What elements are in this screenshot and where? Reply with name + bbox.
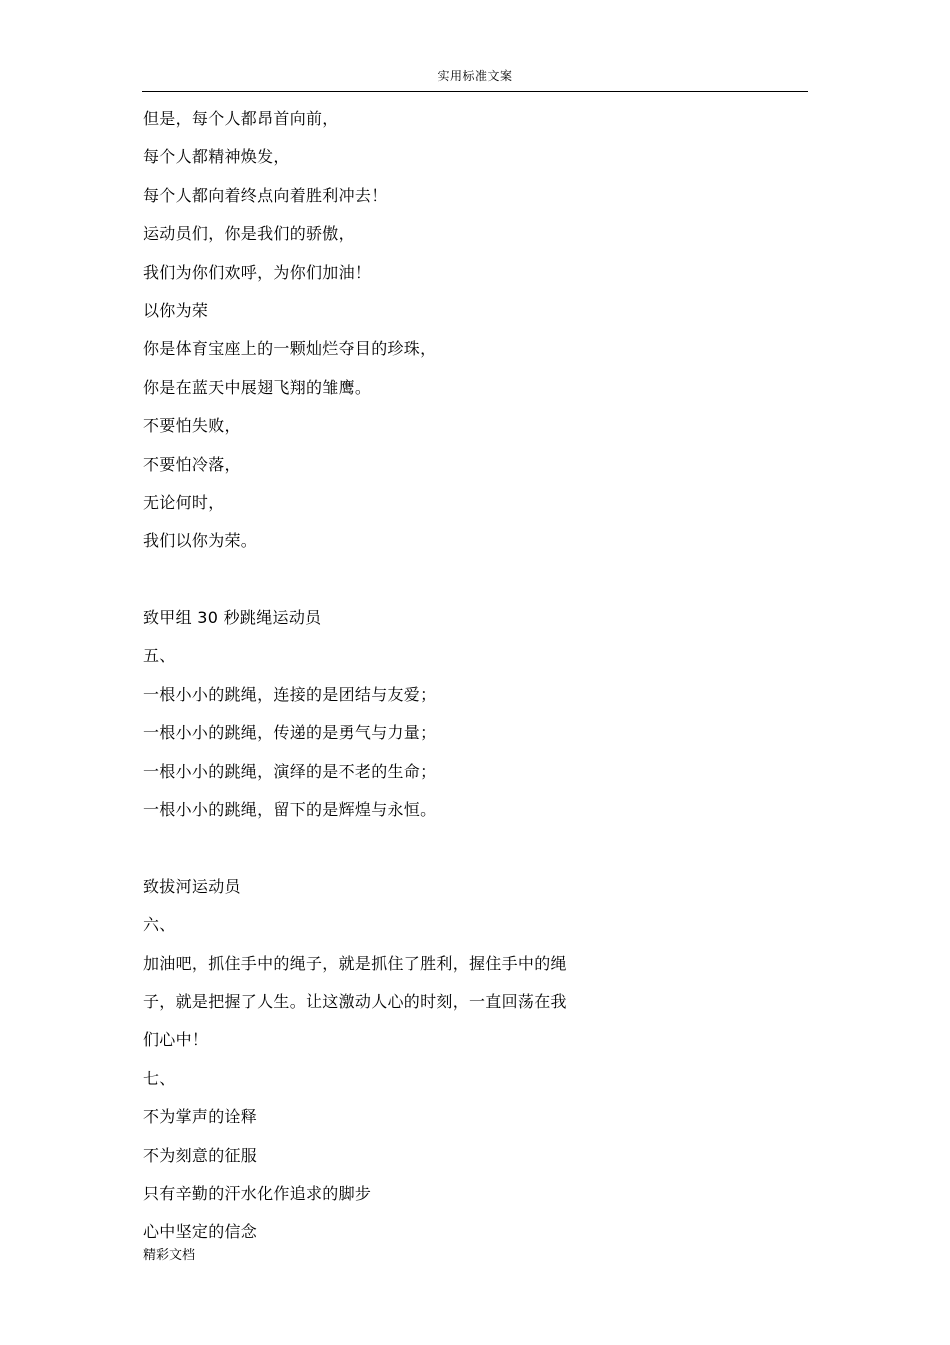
text-line: 你是在蓝天中展翅飞翔的雏鹰。	[143, 377, 372, 397]
text-line: 们心中！	[143, 1030, 209, 1050]
header-title: 实用标准文案	[437, 69, 513, 83]
blank-line	[143, 561, 623, 599]
page-footer: 精彩文档	[143, 1248, 196, 1263]
text-line: 运动员们，你是我们的骄傲，	[143, 224, 355, 244]
text-line: 加油吧，抓住手中的绳子，就是抓住了胜利，握住手中的绳	[143, 953, 567, 973]
text-line: 一根小小的跳绳，演绎的是不老的生命；	[143, 761, 437, 781]
text-line: 不为刻意的征服	[143, 1145, 258, 1165]
text-line: 不要怕失败，	[143, 416, 241, 436]
text-line: 心中坚定的信念	[143, 1222, 258, 1242]
text-line: 不为掌声的诠释	[143, 1107, 258, 1127]
document-body	[143, 100, 623, 1252]
text-line: 一根小小的跳绳，留下的是辉煌与永恒。	[143, 800, 437, 820]
text-line: 我们以你为荣。	[143, 531, 258, 551]
text-line: 一根小小的跳绳，连接的是团结与友爱；	[143, 684, 437, 704]
section-heading: 致甲组 30 秒跳绳运动员	[143, 608, 322, 628]
text-line: 无论何时，	[143, 492, 225, 512]
text-line: 每个人都向着终点向着胜利冲去！	[143, 185, 388, 205]
text-line: 子，就是把握了人生。让这激动人心的时刻，一直回荡在我	[143, 991, 567, 1011]
text-line: 我们为你们欢呼，为你们加油！	[143, 262, 372, 282]
text-line: 以你为荣	[143, 300, 209, 320]
page-header	[142, 60, 808, 92]
section-number: 六、	[143, 915, 176, 935]
text-line: 但是，每个人都昂首向前，	[143, 109, 339, 128]
text-line: 你是体育宝座上的一颗灿烂夺目的珍珠，	[143, 339, 437, 359]
section-number: 五、	[143, 646, 176, 666]
section-heading: 致拔河运动员	[143, 876, 241, 896]
blank-line	[143, 829, 623, 867]
text-line: 不要怕冷落，	[143, 454, 241, 474]
text-line: 每个人都精神焕发，	[143, 147, 290, 167]
text-line: 只有辛勤的汗水化作追求的脚步	[143, 1183, 372, 1203]
section-number: 七、	[143, 1068, 176, 1088]
text-line: 一根小小的跳绳，传递的是勇气与力量；	[143, 723, 437, 743]
